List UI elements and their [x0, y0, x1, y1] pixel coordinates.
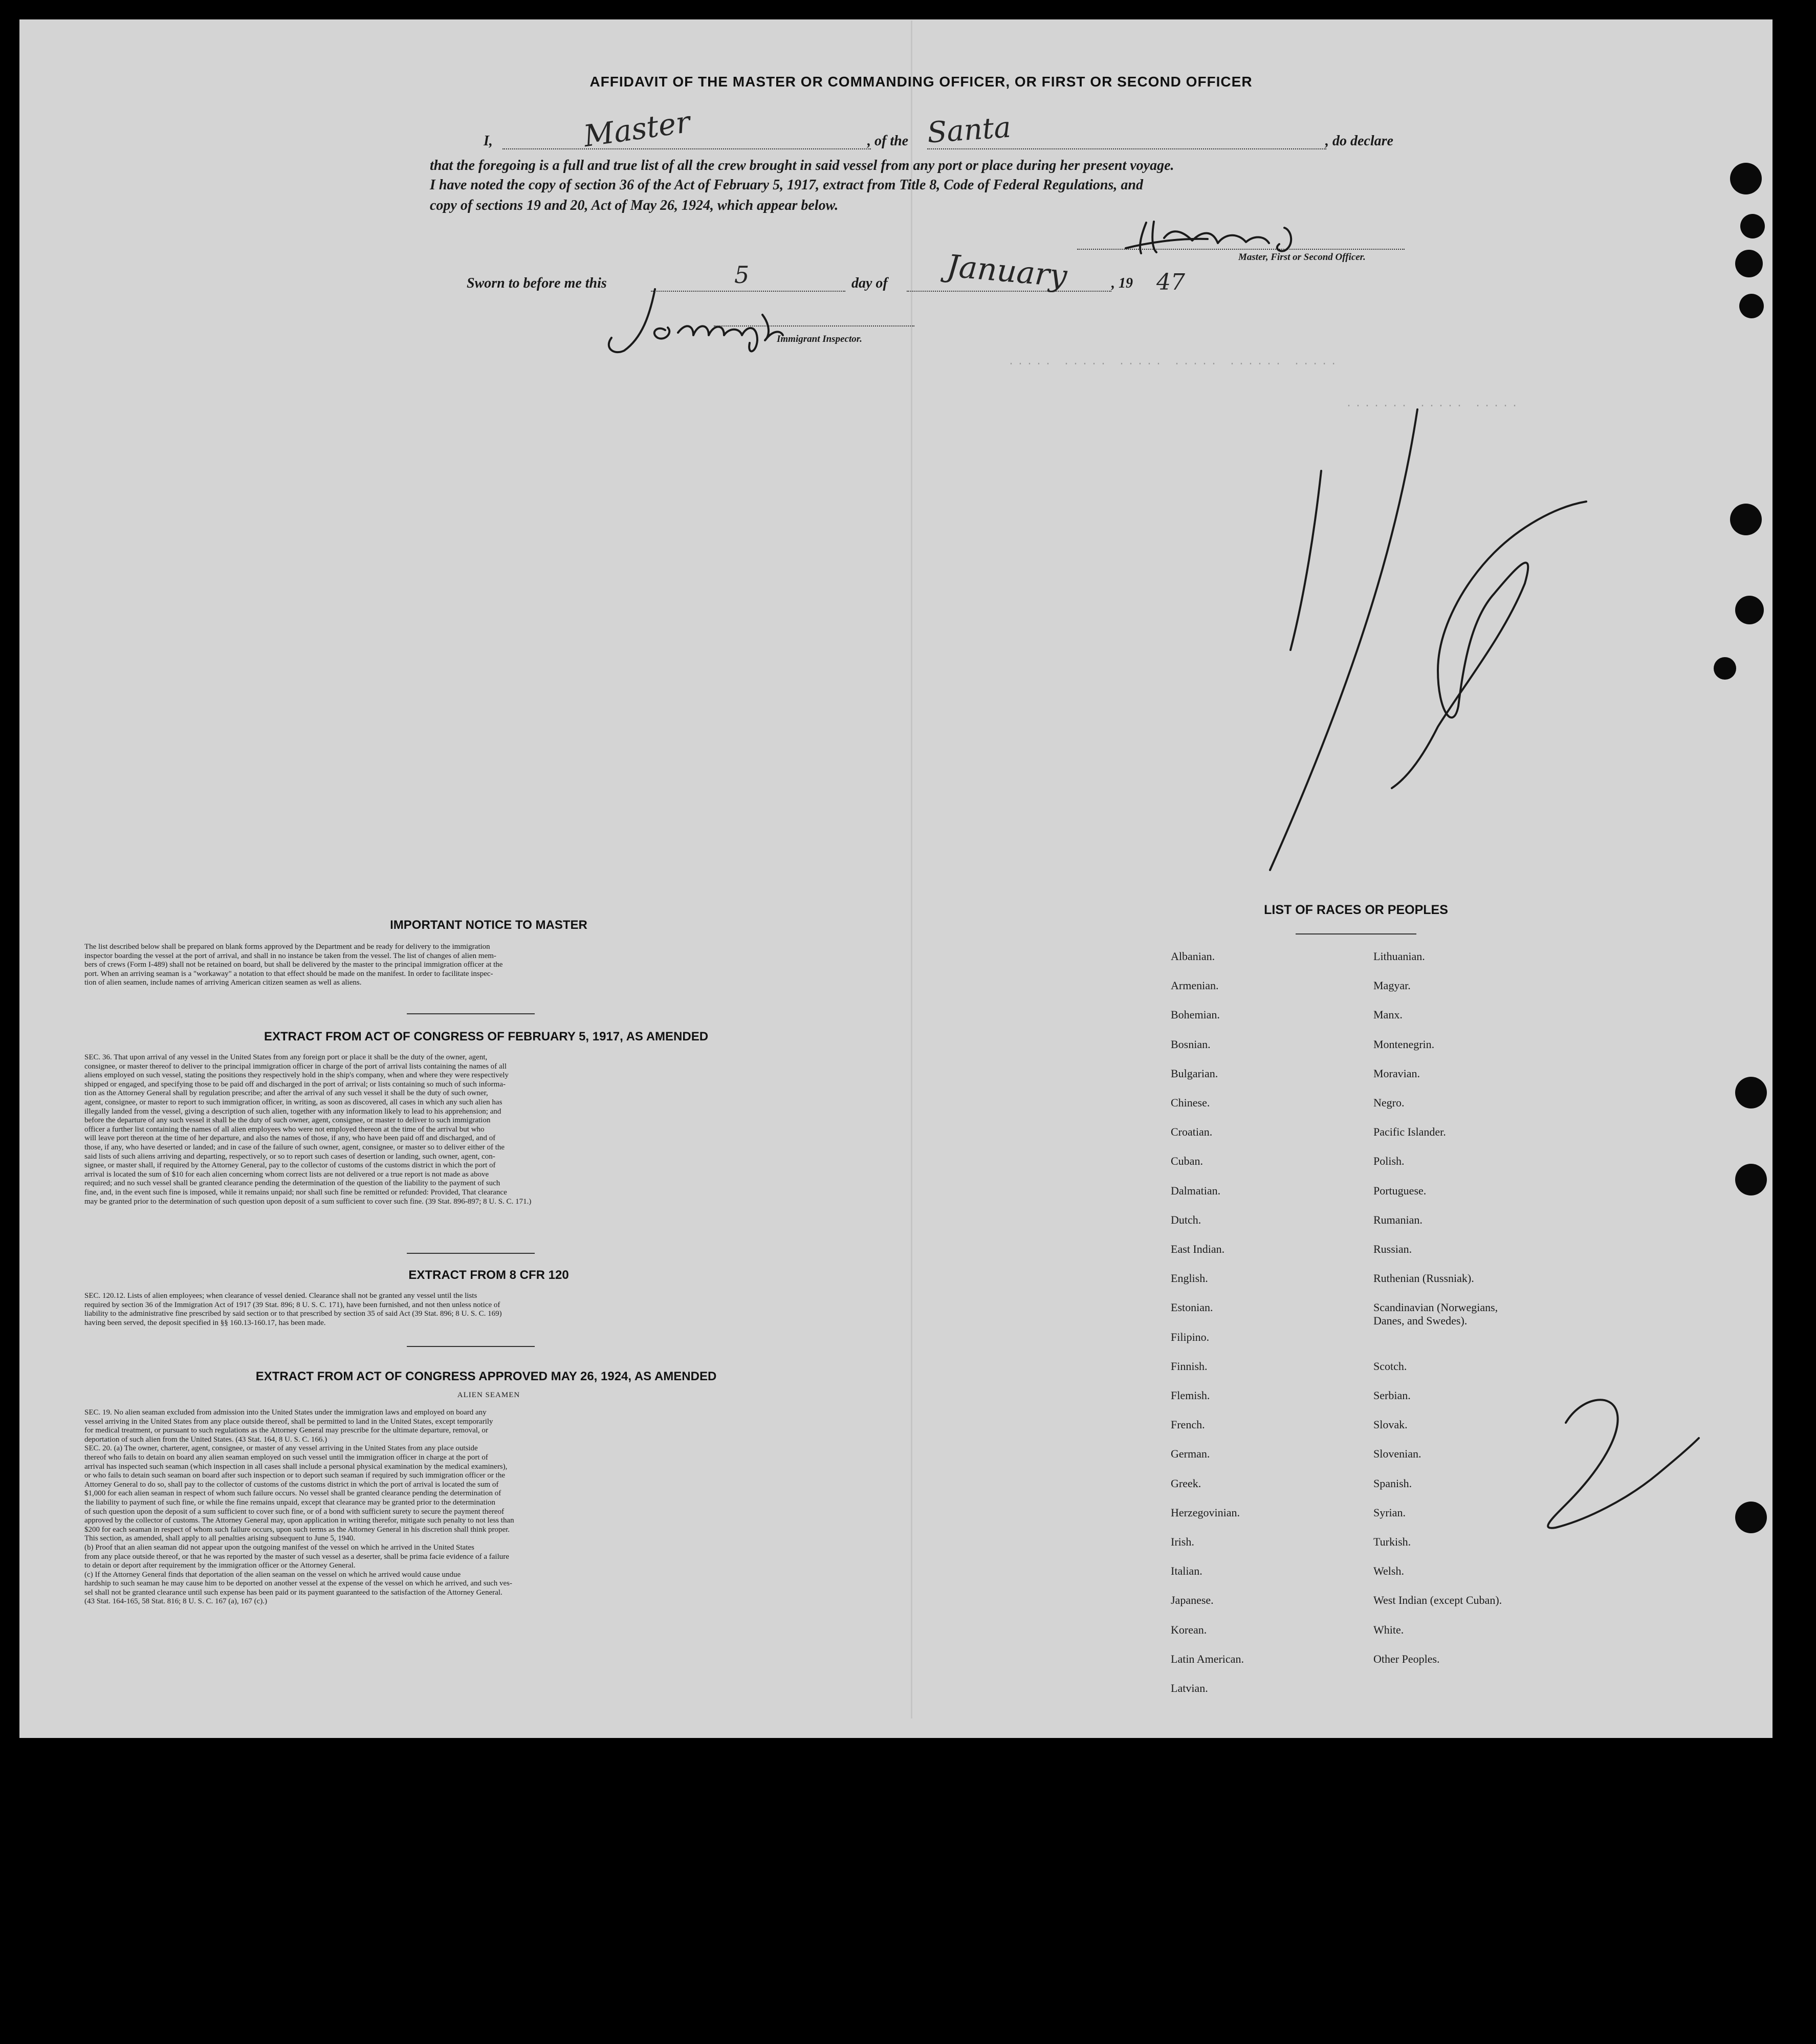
- punch-hole: [1730, 163, 1762, 194]
- master-name-handwritten: Master: [581, 104, 692, 154]
- affidavit-of-the: , of the: [867, 133, 909, 149]
- extract-1924-text: SEC. 19. No alien seaman excluded from admission into the United States under the immigration laws and employed on board any vessel arriving in the United States from any place outside thereof, shall be permitted to land in the United States, except temporarily for medical treatment, or pursuant to such regulations as the Attorney General may prescribe for the ultimate departure, removal, or deportation of such alien from the United States. (43 Stat. 164, 8 U. S. C. 166.) SEC. 20. (a) The owner, charterer, agent, consignee, or master of any vessel arriving in the United States from any place outside thereof who fails to detain on board any alien seaman employed on such vessel until the immigration officer in charge at the port of arrival has inspected such seaman (which inspection in all cases shall include a personal physical examination by the medical examiners), or who fails to detain such seaman on board after such inspection or to deport such seaman if required by such immigration officer or the Attorney General to do so, shall pay to the collector of customs of the customs district in which the port of arrival is located the sum of $1,000 for each alien seaman in respect of whom such failure occurs. No vessel shall be granted clearance pending the determination of the liability to payment of such fine, or while the fine remains unpaid, except that clearance may be granted prior to the determination of such question upon the deposit of a sum sufficient to cover such fine, or of a bond with sufficient surety to secure the payment thereof approved by the collector of customs. The Attorney General may, upon application in writing therefor, mitigate such penalty to not less than $200 for each seaman in respect of whom such failure occurs, upon such terms as the Attorney General in his discretion shall think proper. This section, as amended, shall apply to all penalties arising subsequent to June 5, 1940. (b) Proof that an alien seaman did not appear upon the outgoing manifest of the vessel on which he arrived in the United States from any place outside thereof, or that he was reported by the master of such vessel as a deserter, shall be prima facie evidence of a failure to detain or deport after requirement by the immigration officer or the Attorney General. (c) If the Attorney General finds that deportation of the alien seaman on the vessel on which he arrived would cause undue hardship to such seaman he may cause him to be deported on another vessel at the expense of the vessel on which he arrived, and such ves- sel shall not be granted clearance until such expense has been paid or its payment guaranteed to the satisfaction of the Attorney General. (43 Stat. 164-165, 58 Stat. 816; 8 U. S. C. 167 (a), 167 (c).): [84, 1408, 514, 1606]
- race-item: Polish.: [1373, 1155, 1405, 1168]
- race-item: Scotch.: [1373, 1359, 1407, 1373]
- sworn-day-of: day of: [851, 275, 888, 291]
- punch-hole: [1739, 294, 1764, 318]
- extract-1917-text: SEC. 36. That upon arrival of any vessel in the United States from any foreign port or place it shall be the duty of the owner, agent, consignee, or master thereof to deliver to the principal immigration officer in charge of the port of arrival lists containing the names of all aliens employed on such vessel, stating the positions they respectively hold in the ship's company, when and where they were respectively shipped or engaged, and specifying those to be paid off and discharged in the port of arrival; or lists containing so much of such informa- tion as the Attorney General shall by regulation prescribe; and after the arrival of any such vessel it shall be the duty of such owner, agent, consignee, or master to report to such immigration officer, in writing, as soon as discovered, all cases in which any such alien has illegally landed from the vessel, giving a description of such alien, together with any information likely to lead to his apprehension; and before the departure of any such vessel it shall be the duty of such owner, agent, consignee, or master to deliver to such immigration officer a further list containing the names of all alien employees who were not employed thereon at the time of the arrival but who will leave port thereon at the time of her departure, and also the names of those, if any, who have been paid off and discharged, and of those, if any, who have deserted or landed; and in case of the failure of such owner, agent, consignee, or master so to deliver either of the said lists of such aliens arriving and departing, respectively, or so to report such cases of desertion or landing, such owner, agent, con- signee, or master shall, if required by the Attorney General, pay to the collector of customs of the customs district in which the port of arrival is located the sum of $10 for each alien concerning whom correct lists are not delivered or a true report is not made as above required; and no such vessel shall be granted clearance pending the determination of the question of the liability to the payment of such fine, and, in the event such fine is imposed, while it remains unpaid; nor shall such fine be remitted or refunded: Provided, That clearance may be granted prior to the determination of such question upon deposit of a sum sufficient to cover such fine. (39 Stat. 896-897; 8 U. S. C. 171.): [84, 1053, 532, 1206]
- inspector-signature: [594, 284, 834, 361]
- race-item: Bulgarian.: [1171, 1067, 1218, 1080]
- handwritten-mark-top: [1269, 399, 1596, 885]
- vessel-name-handwritten: Santa: [926, 111, 1012, 150]
- sworn-month-line: [907, 291, 1111, 292]
- race-item: Rumanian.: [1373, 1213, 1423, 1226]
- punch-hole: [1735, 250, 1763, 277]
- race-item: Finnish.: [1171, 1359, 1208, 1373]
- race-item: Pacific Islander.: [1373, 1125, 1446, 1139]
- race-item: Scandinavian (Norwegians, Danes, and Swedes).: [1373, 1301, 1498, 1328]
- race-item: German.: [1171, 1447, 1210, 1461]
- extract-1924-subtitle: ALIEN SEAMEN: [457, 1391, 520, 1399]
- race-item: French.: [1171, 1418, 1205, 1431]
- race-item: Croatian.: [1171, 1125, 1213, 1139]
- page-fold-line: [911, 20, 912, 1719]
- punch-hole: [1730, 504, 1762, 535]
- extract-1924-title: EXTRACT FROM ACT OF CONGRESS APPROVED MAY 26, 1924, AS AMENDED: [255, 1369, 717, 1383]
- sworn-year-handwritten: 47: [1156, 269, 1185, 295]
- affidavit-i: I,: [484, 133, 493, 149]
- race-item: East Indian.: [1171, 1243, 1225, 1255]
- race-item: Irish.: [1171, 1535, 1194, 1548]
- affidavit-line-4: copy of sections 19 and 20, Act of May 26, 1924, which appear below.: [430, 198, 839, 213]
- race-item: Flemish.: [1171, 1389, 1210, 1402]
- important-notice-title: IMPORTANT NOTICE TO MASTER: [390, 918, 587, 932]
- section-divider: [407, 1253, 535, 1254]
- affidavit-line-3: I have noted the copy of section 36 of the Act of February 5, 1917, extract from Title 8, Code of Federal Regulations, and: [430, 177, 1143, 193]
- race-item: White.: [1373, 1623, 1404, 1636]
- race-item: Slovak.: [1373, 1418, 1408, 1431]
- race-item: Estonian.: [1171, 1301, 1213, 1314]
- vessel-name-line: [927, 148, 1326, 149]
- race-item: Dalmatian.: [1171, 1184, 1221, 1197]
- sworn-day-handwritten: 5: [734, 261, 750, 289]
- race-item: Latin American.: [1171, 1652, 1244, 1665]
- important-notice-text: The list described below shall be prepared on blank forms approved by the Department and be ready for delivery to the immigration inspector boarding the vessel at the port of arrival, and shall in no instance be taken from the vessel. The list of changes of alien mem- bers of crews (Form I-489) shall not be retained on board, but shall be delivered by the master to the principal immigration officer at the port. When an arriving seaman is a "workaway" a notation to that effect should be made on the manifest. In order to facilitate inspec- tion of alien seamen, include names of arriving American citizen seamen as well as aliens.: [84, 943, 503, 987]
- race-item: Herzegovinian.: [1171, 1506, 1240, 1519]
- race-item: Korean.: [1171, 1623, 1207, 1636]
- punch-hole: [1735, 1077, 1767, 1108]
- race-item: Bohemian.: [1171, 1008, 1220, 1021]
- affidavit-title: AFFIDAVIT OF THE MASTER OR COMMANDING OFFICER, OR FIRST OR SECOND OFFICER: [589, 74, 1253, 90]
- race-item: Italian.: [1171, 1564, 1202, 1578]
- race-item: Armenian.: [1171, 979, 1219, 992]
- races-title-underline: [1296, 933, 1416, 934]
- affidavit-declare: , do declare: [1325, 133, 1393, 149]
- race-item: Negro.: [1373, 1096, 1405, 1109]
- sworn-month-handwritten: January: [945, 248, 1069, 295]
- race-item: Spanish.: [1373, 1476, 1412, 1490]
- master-name-line: [502, 148, 871, 149]
- punch-hole: [1740, 214, 1765, 238]
- handwritten-mark-bottom-text: [0, 0, 1, 1]
- bleed-through-text: ····· ····· ····· ····· ······ ·····: [1008, 358, 1340, 370]
- race-item: Latvian.: [1171, 1682, 1208, 1694]
- race-item: Dutch.: [1171, 1213, 1201, 1226]
- punch-hole: [1714, 657, 1736, 680]
- race-item: West Indian (except Cuban).: [1373, 1594, 1502, 1607]
- race-item: Syrian.: [1373, 1506, 1406, 1519]
- race-item: Russian.: [1373, 1243, 1412, 1255]
- extract-cfr-title: EXTRACT FROM 8 CFR 120: [408, 1268, 569, 1282]
- master-caption: Master, First or Second Officer.: [1238, 252, 1366, 263]
- affidavit-line-2: that the foregoing is a full and true list of all the crew brought in said vessel from any port or place during her present voyage.: [430, 158, 1174, 173]
- race-item: Serbian.: [1373, 1389, 1411, 1402]
- race-item: Cuban.: [1171, 1155, 1203, 1168]
- bleed-through-text: ······· ····· ·····: [1346, 400, 1521, 412]
- race-item: Turkish.: [1373, 1535, 1411, 1548]
- extract-1917-title: EXTRACT FROM ACT OF CONGRESS OF FEBRUARY 5, 1917, AS AMENDED: [264, 1030, 709, 1043]
- extract-cfr-text: SEC. 120.12. Lists of alien employees; when clearance of vessel denied. Clearance shall not be granted any vessel until the lists required by section 36 of the Immigration Act of 1917 (39 Stat. 896; 8 U. S. C. 171), have been furnished, and not then unless notice of liability to the administrative fine prescribed by said section or to that prescribed by section 35 of said Act (39 Stat. 896; 8 U. S. C. 169) having been served, the deposit specified in §§ 160.13-160.17, has been made.: [84, 1292, 502, 1327]
- section-divider: [407, 1013, 535, 1014]
- race-item: Welsh.: [1373, 1564, 1404, 1578]
- race-item: Filipino.: [1171, 1330, 1210, 1343]
- race-item: Lithuanian.: [1373, 950, 1425, 963]
- sworn-prefix: Sworn to before me this: [467, 275, 607, 291]
- handwritten-mark-bottom: [1535, 1382, 1704, 1535]
- race-item: Greek.: [1171, 1476, 1201, 1490]
- race-item: Slovenian.: [1373, 1447, 1421, 1461]
- race-item: Bosnian.: [1171, 1037, 1211, 1051]
- race-item: Montenegrin.: [1373, 1037, 1435, 1051]
- race-item: Moravian.: [1373, 1067, 1420, 1080]
- punch-hole: [1735, 596, 1764, 624]
- race-item: Manx.: [1373, 1008, 1403, 1021]
- race-item: Other Peoples.: [1373, 1652, 1440, 1665]
- races-title: LIST OF RACES OR PEOPLES: [1264, 903, 1448, 917]
- race-item: Chinese.: [1171, 1096, 1210, 1109]
- race-item: Japanese.: [1171, 1594, 1214, 1607]
- inspector-caption: Immigrant Inspector.: [777, 334, 862, 344]
- race-item: English.: [1171, 1272, 1208, 1285]
- race-item: Portuguese.: [1373, 1184, 1427, 1197]
- punch-hole: [1735, 1502, 1767, 1533]
- section-divider: [407, 1346, 535, 1347]
- punch-hole: [1735, 1164, 1767, 1195]
- inspector-signature-line: [714, 325, 914, 327]
- sworn-year-prefix: , 19: [1111, 275, 1133, 291]
- race-item: Ruthenian (Russniak).: [1373, 1272, 1474, 1285]
- race-item: Magyar.: [1373, 979, 1411, 992]
- race-item: Albanian.: [1171, 950, 1215, 963]
